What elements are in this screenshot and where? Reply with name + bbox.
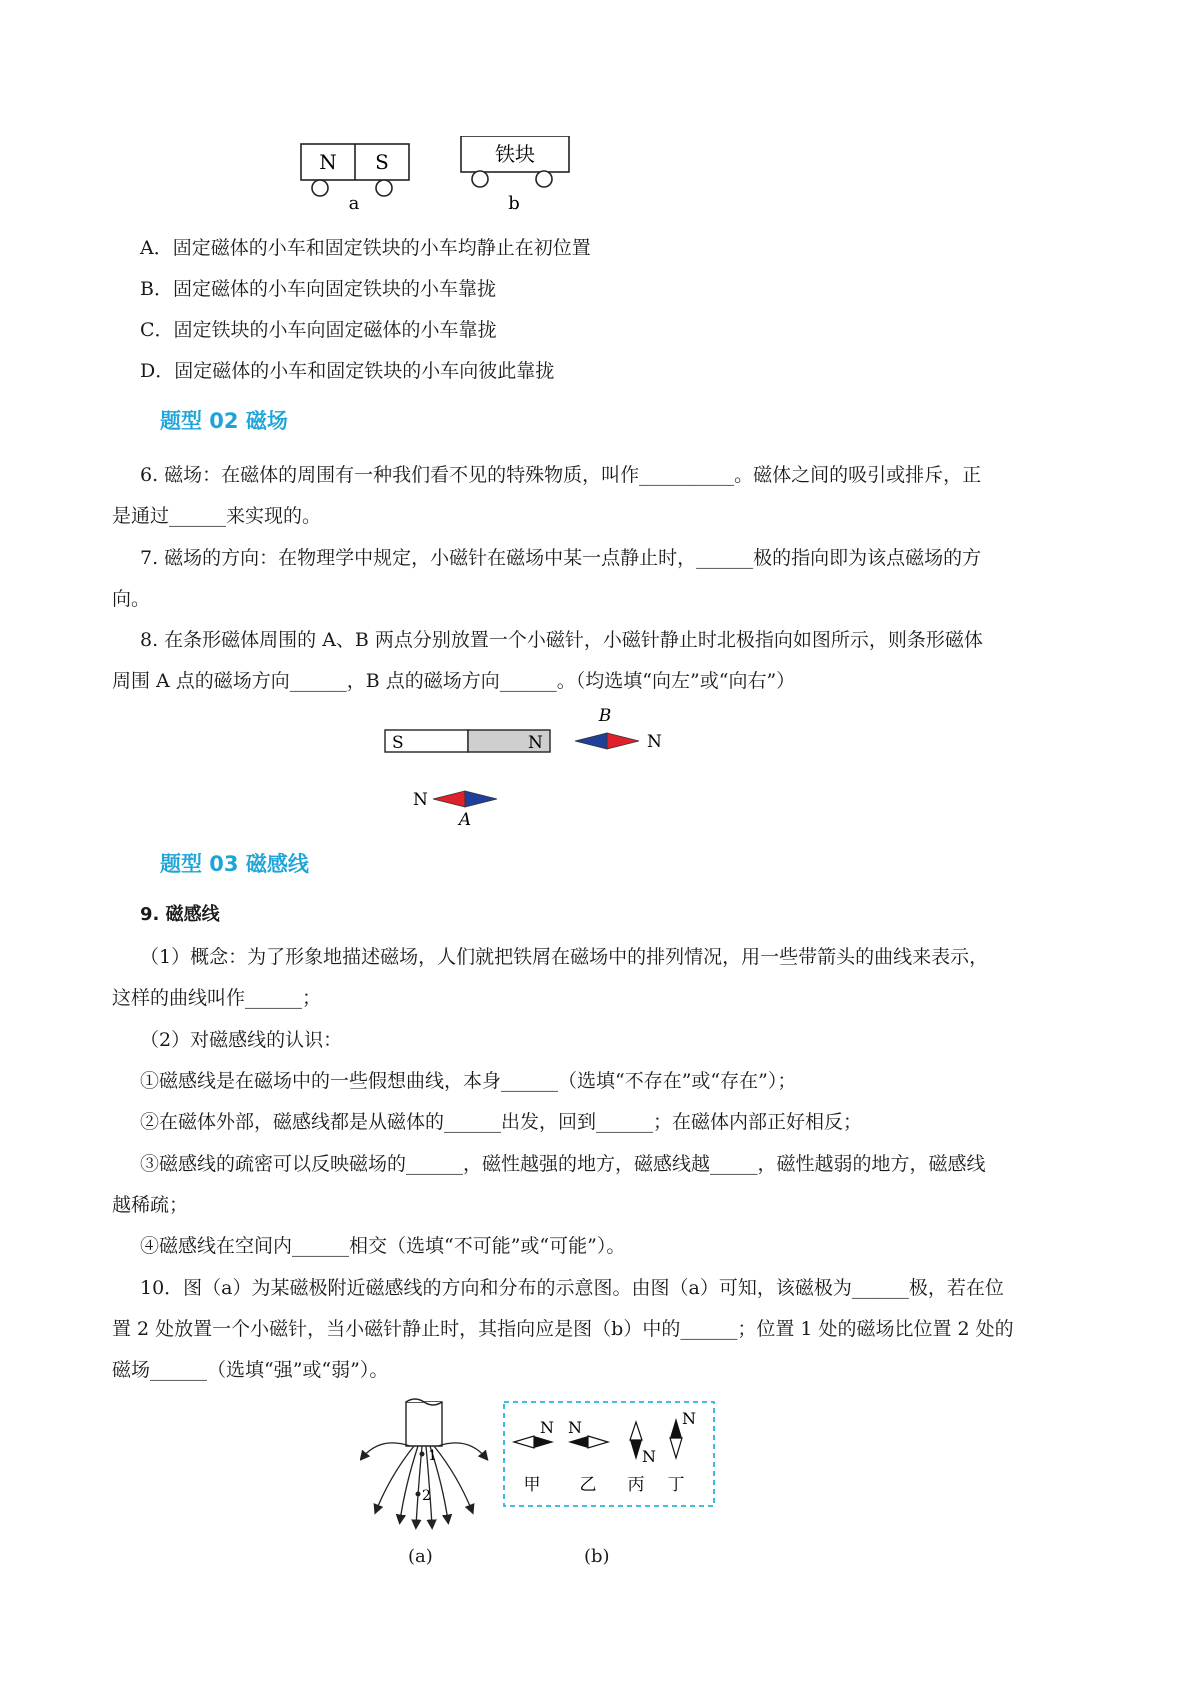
section-heading-03: 题型 03 磁感线 — [160, 852, 309, 876]
position-2-label: 2 — [422, 1488, 431, 1504]
needle-jia-n: N — [540, 1418, 554, 1437]
magnet-n-pole: N — [528, 733, 543, 753]
q9-item-3-line-2: 越稀疏； — [112, 1194, 189, 1216]
position-1-label: 1 — [428, 1448, 437, 1464]
cart-a-wheel-right — [376, 180, 392, 196]
needle-label-bing: 丙 — [627, 1475, 645, 1495]
q9-title: 9. 磁感线 — [140, 904, 220, 925]
needle-label-ding: 丁 — [667, 1475, 685, 1495]
needle-ding — [670, 1409, 696, 1458]
q9-p1-line-2: 这样的曲线叫作______； — [112, 987, 322, 1009]
q5-option-d: D．固定磁体的小车和固定铁块的小车向彼此靠拢 — [140, 360, 555, 382]
cart-b — [461, 136, 569, 211]
magnet-s-pole: S — [392, 733, 404, 753]
figure-b-caption: (b) — [584, 1546, 610, 1567]
q10-line-3: 磁场______（选填“强”或“弱”）。 — [112, 1359, 389, 1381]
q7-line-1: 7. 磁场的方向：在物理学中规定，小磁针在磁场中某一点静止时，______极的指向即为该点磁场的方 — [140, 547, 982, 569]
q5-option-a: A．固定磁体的小车和固定铁块的小车均静止在初位置 — [140, 237, 591, 259]
q6-line-2: 是通过______来实现的。 — [112, 505, 322, 527]
needle-b — [575, 706, 662, 752]
cart-b-iron-label: 铁块 — [495, 142, 535, 166]
q6-line-1: 6. 磁场：在磁体的周围有一种我们看不见的特殊物质，叫作__________。磁体之间的吸引或排斥，正 — [140, 464, 982, 486]
cart-a-caption: a — [348, 193, 360, 211]
magnet-pole-block — [406, 1402, 442, 1446]
q8-line-1: 8. 在条形磁体周围的 A、B 两点分别放置一个小磁针，小磁针静止时北极指向如图所示，则条形磁体 — [140, 629, 983, 651]
needle-bing-n: N — [642, 1447, 656, 1466]
q9-item-3-line-1: ③磁感线的疏密可以反映磁场的______，磁性越强的地方，磁感线越_____，磁性越弱的地方，磁感线 — [140, 1153, 986, 1175]
needle-options-figure-b — [502, 1400, 716, 1510]
q9-p2: （2）对磁感线的认识： — [140, 1029, 343, 1051]
bar-magnet — [385, 730, 550, 753]
cart-b-caption: b — [508, 193, 520, 211]
needle-ding-n: N — [682, 1409, 696, 1428]
q9-p1-line-1: （1）概念：为了形象地描述磁场，人们就把铁屑在磁场中的排列情况，用一些带箭头的曲线来表示， — [140, 946, 989, 968]
cart-b-wheel-left — [472, 171, 488, 187]
cart-a-pole-n: N — [319, 150, 337, 174]
q9-item-1: ①磁感线是在磁场中的一些假想曲线，本身______（选填“不存在”或“存在”）； — [140, 1070, 797, 1092]
point-a-label: A — [458, 810, 472, 828]
q8-line-2: 周围 A 点的磁场方向______，B 点的磁场方向______。（均选填“向左”或“向右”） — [112, 670, 796, 692]
bar-magnet-figure — [380, 704, 670, 828]
section-heading-02: 题型 02 磁场 — [160, 409, 288, 433]
q9-item-4: ④磁感线在空间内______相交（选填“不可能”或“可能”）。 — [140, 1235, 626, 1257]
point-b-label: B — [598, 706, 612, 726]
needle-a — [413, 790, 497, 828]
needle-yi-n: N — [568, 1418, 582, 1437]
q5-option-c: C．固定铁块的小车向固定磁体的小车靠拢 — [140, 319, 497, 341]
q7-line-2: 向。 — [112, 588, 151, 610]
needle-a-n-label: N — [413, 790, 428, 810]
q10-line-2: 置 2 处放置一个小磁针，当小磁针静止时，其指向应是图（b）中的______；位置 1 处的磁场比位置 2 处的 — [112, 1318, 1014, 1340]
field-lines-figure-a — [360, 1396, 490, 1546]
cart-a-pole-s: S — [375, 150, 389, 174]
needle-bing — [630, 1422, 656, 1466]
cart-a-wheel-left — [312, 180, 328, 196]
cart-figure — [300, 136, 600, 211]
needle-b-n-label: N — [647, 732, 662, 752]
cart-b-wheel-right — [536, 171, 552, 187]
needle-jia — [514, 1418, 554, 1448]
q9-item-2: ②在磁体外部，磁感线都是从磁体的______出发，回到______；在磁体内部正好相反； — [140, 1111, 863, 1133]
needle-label-yi: 乙 — [579, 1475, 597, 1495]
q10-line-1: 10．图（a）为某磁极附近磁感线的方向和分布的示意图。由图（a）可知，该磁极为______极，若在位 — [140, 1277, 1004, 1299]
cart-a — [301, 144, 409, 211]
needle-label-jia: 甲 — [523, 1475, 541, 1495]
needle-yi — [568, 1418, 608, 1448]
figure-a-caption: (a) — [408, 1546, 433, 1567]
q5-option-b: B．固定磁体的小车向固定铁块的小车靠拢 — [140, 278, 496, 300]
